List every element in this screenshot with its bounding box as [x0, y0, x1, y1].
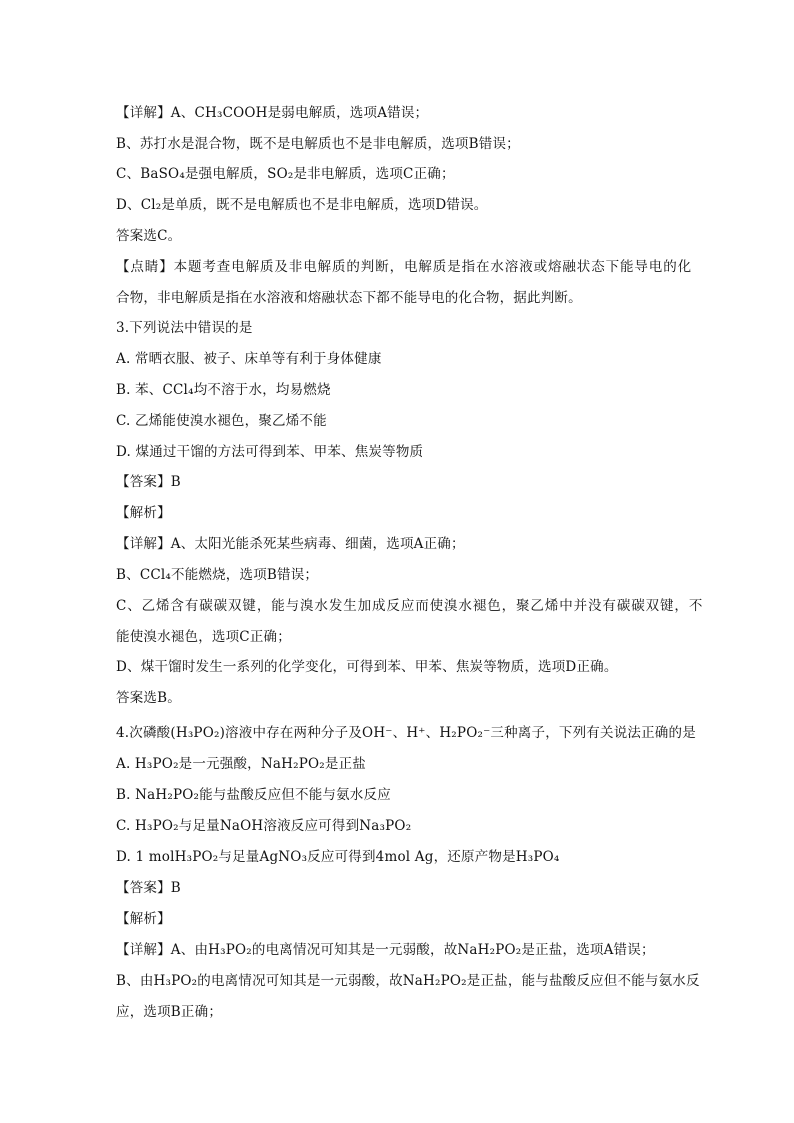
question-title: 4.次磷酸(H₃PO₂)溶液中存在两种分子及OH⁻、H⁺、H₂PO₂⁻三种离子，下列有关说法正确的是	[116, 725, 696, 741]
text-line: 【详解】A、太阳光能杀死某些病毒、细菌，选项A正确；	[116, 536, 465, 552]
text-line: 应，选项B正确；	[116, 1004, 223, 1020]
option-line: D. 煤通过干馏的方法可得到苯、甲苯、焦炭等物质	[116, 444, 424, 460]
text-line: 答案选C。	[116, 228, 182, 244]
option-line: A. H₃PO₂是一元强酸，NaH₂PO₂是正盐	[116, 756, 366, 772]
option-line: C. H₃PO₂与足量NaOH溶液反应可得到Na₃PO₂	[116, 818, 412, 834]
text-line: 【详解】A、CH₃COOH是弱电解质，选项A错误；	[116, 105, 429, 121]
text-line: C、乙烯含有碳碳双键，能与溴水发生加成反应而使溴水褪色，聚乙烯中并没有碳碳双键，不	[116, 598, 704, 614]
option-line: D. 1 molH₃PO₂与足量AgNO₃反应可得到4mol Ag，还原产物是H₃PO₄	[116, 849, 560, 865]
answer-line: 【答案】B	[116, 474, 181, 490]
text-line: B、苏打水是混合物，既不是电解质也不是非电解质，选项B错误；	[116, 136, 520, 152]
option-line: A. 常晒衣服、被子、床单等有利于身体健康	[116, 351, 382, 367]
answer-line: 【答案】B	[116, 880, 181, 896]
text-line: C、BaSO₄是强电解质，SO₂是非电解质，选项C正确；	[116, 166, 455, 182]
text-line: B、由H₃PO₂的电离情况可知其是一元弱酸，故NaH₂PO₂是正盐，能与盐酸反应但不能与氨水反	[116, 973, 700, 989]
text-line: 答案选B。	[116, 690, 181, 706]
text-line: D、Cl₂是单质，既不是电解质也不是非电解质，选项D错误。	[116, 197, 488, 213]
option-line: B. NaH₂PO₂能与盐酸反应但不能与氨水反应	[116, 787, 391, 803]
option-line: B. 苯、CCl₄均不溶于水，均易燃烧	[116, 382, 331, 398]
text-line: 【详解】A、由H₃PO₂的电离情况可知其是一元弱酸，故NaH₂PO₂是正盐，选项A错误；	[116, 942, 655, 958]
analysis-heading: 【解析】	[116, 505, 171, 521]
question-title: 3.下列说法中错误的是	[116, 320, 253, 336]
text-line: 能使溴水褪色，选项C正确；	[116, 629, 291, 645]
text-line: 【点睛】本题考查电解质及非电解质的判断，电解质是指在水溶液或熔融状态下能导电的化	[116, 259, 692, 275]
option-line: C. 乙烯能使溴水褪色，聚乙烯不能	[116, 413, 327, 429]
text-line: 合物，非电解质是指在水溶液和熔融状态下都不能导电的化合物，据此判断。	[116, 290, 582, 306]
text-line: D、煤干馏时发生一系列的化学变化，可得到苯、甲苯、焦炭等物质，选项D正确。	[116, 659, 618, 675]
text-line: B、CCl₄不能燃烧，选项B错误；	[116, 567, 319, 583]
analysis-heading: 【解析】	[116, 911, 171, 927]
